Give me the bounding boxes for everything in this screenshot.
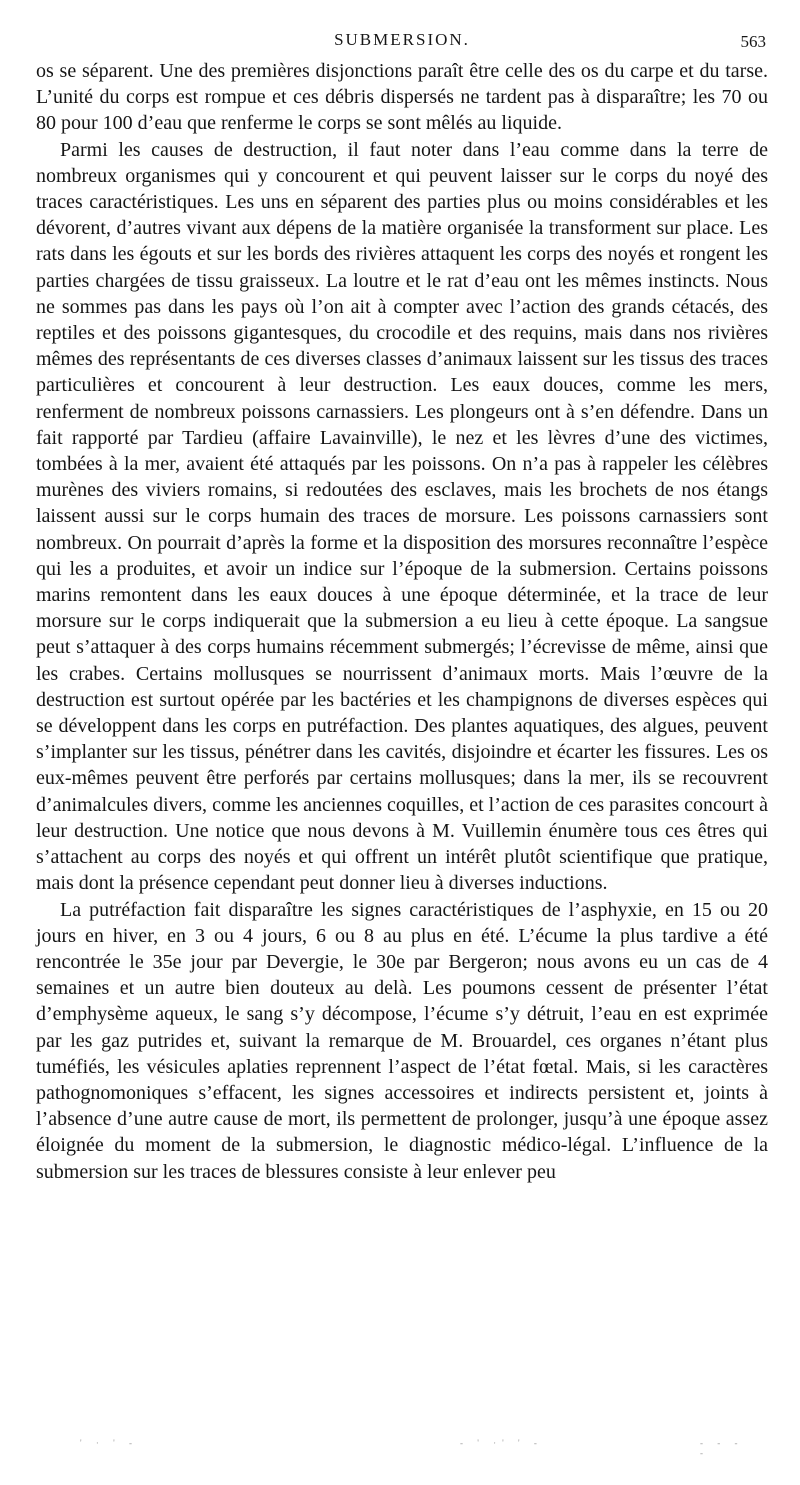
body-text bbox=[36, 58, 768, 1185]
paragraph-putrefaction: La putréfaction fait disparaître les signes caractéristiques de l’asphyxie, en 15 ou 20 jours en hiver, en 3 ou 4 jours, 6 ou 8 au plus en été. L’écume la plus tardive a été rencontrée le 35e jour par Devergie, le 30e par Bergeron; nous avons eu un cas de 4 semaines et un autre bien douteux au delà. Les poumons cessent de présenter l’état d’emphysème aqueux, le sang s’y décompose, l’écume s’y détruit, l’eau en est exprimée par les gaz putrides et, suivant la remarque de M. Brouardel, ces organes n’étant plus tuméfiés, les vésicules aplaties reprennent l’aspect de l’état fœtal. Mais, si les caractères pathognomoniques s’effacent, les signes accessoires et indirects persistent et, joints à l’absence d’une autre cause de mort, ils permettent de prolonger, jusqu’à une époque assez éloignée du moment de la submersion, le diagnostic médico-légal. L’influence de la submersion sur les traces de blessures consiste à leur enlever peu bbox=[36, 898, 768, 1183]
paragraph-organisms: Parmi les causes de destruction, il faut noter dans l’eau comme dans la terre de nombreux organismes qui y concourent et qui peuvent laisser sur le corps du noyé des traces caractéristiques. Les uns en séparent des parties plus ou moins considérables et les dévorent, d’autres vivant aux dépens de la matière organisée la transforment sur place. Les rats dans les égouts et sur les bords des rivières attaquent les corps des noyés et rongent les parties chargées de tissu graisseux. La loutre et le rat d’eau ont les mêmes instincts. Nous ne sommes pas dans les pays où l’on ait à compter avec l’action des grands cétacés, des reptiles et des poissons gigantesques, du crocodile et des requins, mais dans nos rivières mêmes des représentants de ces diverses classes d’animaux laissent sur les tissus des traces particulières et concourent à leur destruction. Les eaux douces, comme les mers, renferment de nombreux poissons carnassiers. Les plongeurs ont à s’en défendre. Dans un fait rapporté par Tardieu (affaire Lavainville), le nez et les lèvres d’une des victimes, tombées à la mer, avaient été attaqués par les poissons. On n’a pas à rappeler les célèbres murènes des viviers romains, si redoutées des esclaves, mais les brochets de nos étangs laissent aussi sur le corps humain des traces de morsure. Les poissons carnassiers sont nombreux. On pourrait d’après la forme et la disposition des morsures reconnaître l’espèce qui les a produites, et avoir un indice sur l’époque de la submersion. Certains poissons marins remontent dans les eaux douces à une époque déterminée, et la trace de leur morsure sur le corps indiquerait que la submersion a eu lieu à cette époque. La sangsue peut s’attaquer à des corps humains récemment submergés; l’écrevisse de même, ainsi que les crabes. Certains mollusques se nourrissent d’animaux morts. Mais l’œuvre de la destruction est surtout opérée par les bactéries et les champignons de diverses espèces qui se développent dans les corps en putréfaction. Des plantes aquatiques, des algues, peuvent s’implanter sur les tissus, pénétrer dans les cavités, disjoindre et écarter les fissures. Les os eux-mêmes peuvent être perforés par certains mollusques; dans la mer, ils se recouvrent d’animalcules divers, comme les anciennes coquilles, et l’action de ces parasites concourt à leur destruction. Une notice que nous devons à M. Vuillemin énumère tous ces êtres qui s’attachent au corps des noyés et qui offrent un intérêt plutôt scientifique que pratique, mais dont la présence cependant peut donner lieu à diverses inductions. bbox=[36, 138, 768, 895]
page-number: 563 bbox=[740, 32, 766, 51]
running-title: SUBMERSION. bbox=[334, 30, 470, 49]
bleed-through-marks: ' · ' - - ' ·' ' - - - - - bbox=[80, 1438, 744, 1458]
page bbox=[36, 30, 768, 1185]
paragraph-continuation: os se séparent. Une des premières disjonctions paraît être celle des os du carpe et du tarse. L’unité du corps est rompue et ces débris dispersés ne tardent pas à disparaître; les 70 ou 80 pour 100 d’eau que renferme le corps se sont mêlés au liquide. bbox=[36, 60, 768, 135]
page-header bbox=[36, 30, 768, 58]
